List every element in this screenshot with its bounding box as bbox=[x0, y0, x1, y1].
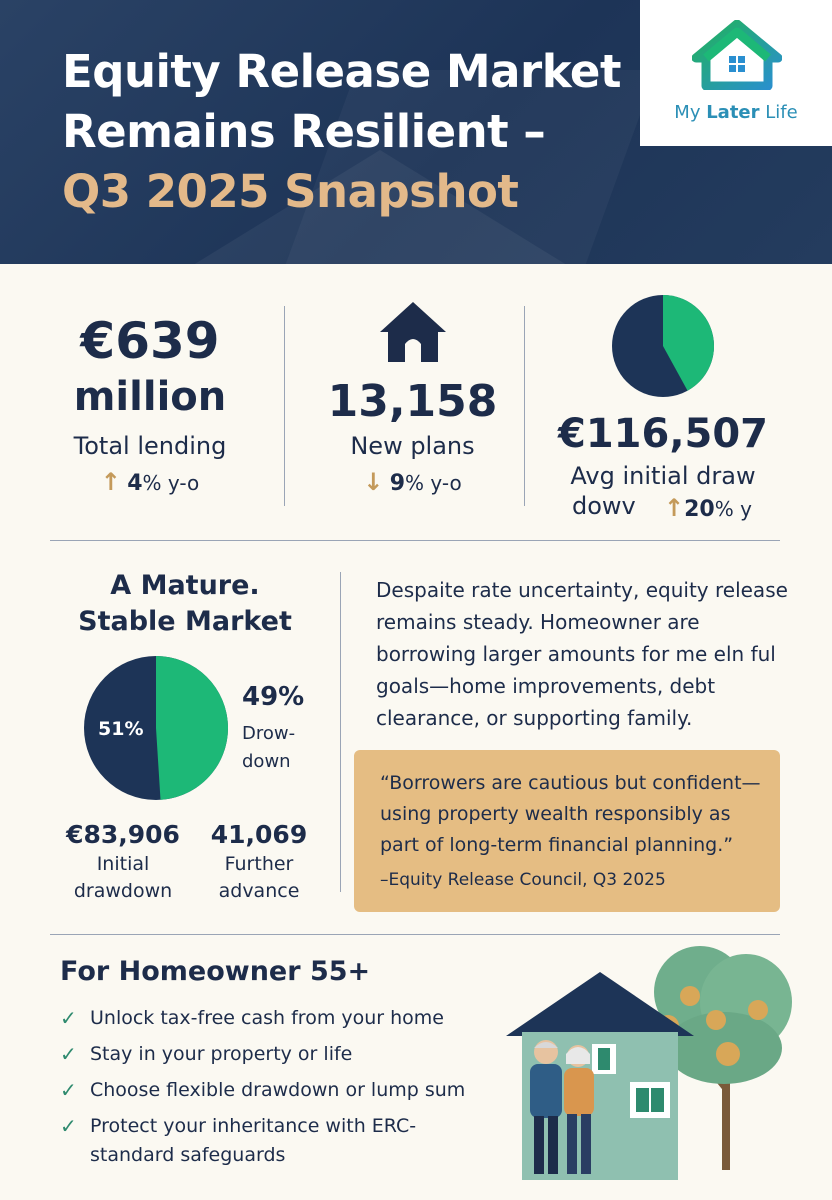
benefits-title: For Homeowner 55+ bbox=[60, 956, 371, 987]
list-item bbox=[60, 1040, 500, 1069]
lending-label: Total lending bbox=[73, 432, 227, 460]
drawdown-pie-chart bbox=[611, 294, 715, 398]
plans-change-value: 9 bbox=[389, 471, 406, 496]
plans-change bbox=[310, 468, 515, 496]
page-title bbox=[62, 42, 621, 222]
quote-card bbox=[354, 750, 780, 912]
market-title-line1: A Mature. bbox=[110, 570, 260, 601]
drawdown-label-line2: dowv bbox=[572, 492, 636, 520]
pie-caption-line2: down bbox=[242, 751, 291, 772]
house-icon bbox=[378, 300, 448, 364]
lending-change-value: 4 bbox=[127, 471, 143, 496]
divider-vertical bbox=[524, 306, 525, 506]
sub-stat-initial-drawdown bbox=[58, 820, 188, 905]
initial-label-line1: Initial bbox=[96, 853, 150, 875]
sub-stat-further-advance bbox=[204, 820, 314, 905]
divider-horizontal bbox=[50, 934, 780, 935]
check-icon: ✓ bbox=[60, 1042, 77, 1066]
quote-source: –Equity Release Council, Q3 2025 bbox=[380, 870, 666, 890]
stat-new-plans bbox=[310, 300, 515, 496]
arrow-up-icon: ↑ bbox=[664, 494, 685, 522]
pie-caption-line1: Drow- bbox=[242, 723, 296, 744]
check-icon: ✓ bbox=[60, 1006, 77, 1030]
lending-value: €639 bbox=[80, 312, 220, 370]
drawdown-change-value: 20 bbox=[684, 497, 715, 522]
title-line-2: Remains Resilient – bbox=[62, 105, 546, 158]
title-line-1: Equity Release Market bbox=[62, 45, 621, 98]
further-label-line1: Further bbox=[224, 853, 294, 875]
market-title-line2: Stable Market bbox=[78, 606, 292, 637]
benefit-text: Protect your inheritance with ERC-standard safeguards bbox=[90, 1115, 417, 1166]
list-item bbox=[60, 1112, 500, 1170]
pie-outside-caption bbox=[242, 720, 312, 776]
drawdown-change-suffix: % y bbox=[714, 497, 752, 521]
market-summary-paragraph: Despaite rate uncertainty, equity release remains steady. Homeowner are borrowing larger amounts for me eln ful goals—home improvements, debt clearance, or supporting family. bbox=[376, 578, 788, 730]
divider-vertical bbox=[340, 572, 341, 892]
quote-text: “Borrowers are cautious but confident—using property wealth responsibly as part of long-term financial planning.” bbox=[380, 772, 761, 856]
title-line-3: Q3 2025 Snapshot bbox=[62, 165, 519, 218]
divider-vertical bbox=[284, 306, 285, 506]
couple-house-illustration bbox=[500, 940, 800, 1180]
divider-horizontal bbox=[50, 540, 780, 541]
drawdown-change bbox=[664, 494, 752, 522]
logo-text-life: Life bbox=[759, 102, 798, 123]
benefits-list bbox=[60, 1004, 500, 1177]
pie-inside-label: 51% bbox=[98, 718, 144, 740]
further-label-line2: advance bbox=[218, 880, 300, 902]
coin-icon bbox=[680, 986, 700, 1006]
arrow-down-icon: ↓ bbox=[363, 468, 384, 496]
drawdown-value: €116,507 bbox=[557, 411, 769, 457]
drawdown-label-row2 bbox=[548, 492, 778, 526]
further-value: 41,069 bbox=[210, 820, 308, 849]
pie-slice-drawdown bbox=[156, 656, 228, 800]
initial-label-line2: drawdown bbox=[73, 880, 173, 902]
house-window-pane bbox=[598, 1048, 610, 1070]
check-icon: ✓ bbox=[60, 1114, 77, 1138]
benefit-text: Unlock tax-free cash from your home bbox=[90, 1007, 444, 1029]
stat-avg-drawdown bbox=[548, 294, 778, 526]
plans-change-suffix: % y-o bbox=[405, 471, 462, 495]
pie-outside-label: 49% bbox=[242, 682, 305, 712]
arrow-up-icon: ↑ bbox=[100, 468, 121, 496]
man-jacket bbox=[530, 1064, 562, 1118]
market-section-title bbox=[60, 568, 310, 640]
list-item bbox=[60, 1004, 500, 1033]
brand-logo[interactable] bbox=[640, 0, 832, 146]
check-icon: ✓ bbox=[60, 1078, 77, 1102]
benefit-text: Choose flexible drawdown or lump sum bbox=[90, 1079, 466, 1101]
logo-text-later: Later bbox=[706, 102, 760, 123]
plans-value: 13,158 bbox=[327, 376, 498, 427]
house-logo-icon bbox=[692, 20, 782, 90]
stat-total-lending bbox=[50, 312, 250, 496]
coin-icon bbox=[748, 1000, 768, 1020]
plans-label: New plans bbox=[350, 432, 475, 460]
coin-icon bbox=[716, 1042, 740, 1066]
list-item bbox=[60, 1076, 500, 1105]
logo-text-my: My bbox=[674, 102, 707, 123]
benefit-text: Stay in your property or life bbox=[90, 1043, 353, 1065]
lending-unit: million bbox=[73, 374, 227, 420]
coin-icon bbox=[706, 1010, 726, 1030]
logo-text bbox=[640, 102, 832, 123]
initial-value: €83,906 bbox=[66, 820, 180, 849]
woman-cardigan bbox=[564, 1068, 594, 1116]
lending-change-suffix: % y-o bbox=[142, 471, 200, 495]
drawdown-label-line1: Avg initial draw bbox=[570, 462, 756, 490]
lending-change bbox=[50, 468, 250, 496]
